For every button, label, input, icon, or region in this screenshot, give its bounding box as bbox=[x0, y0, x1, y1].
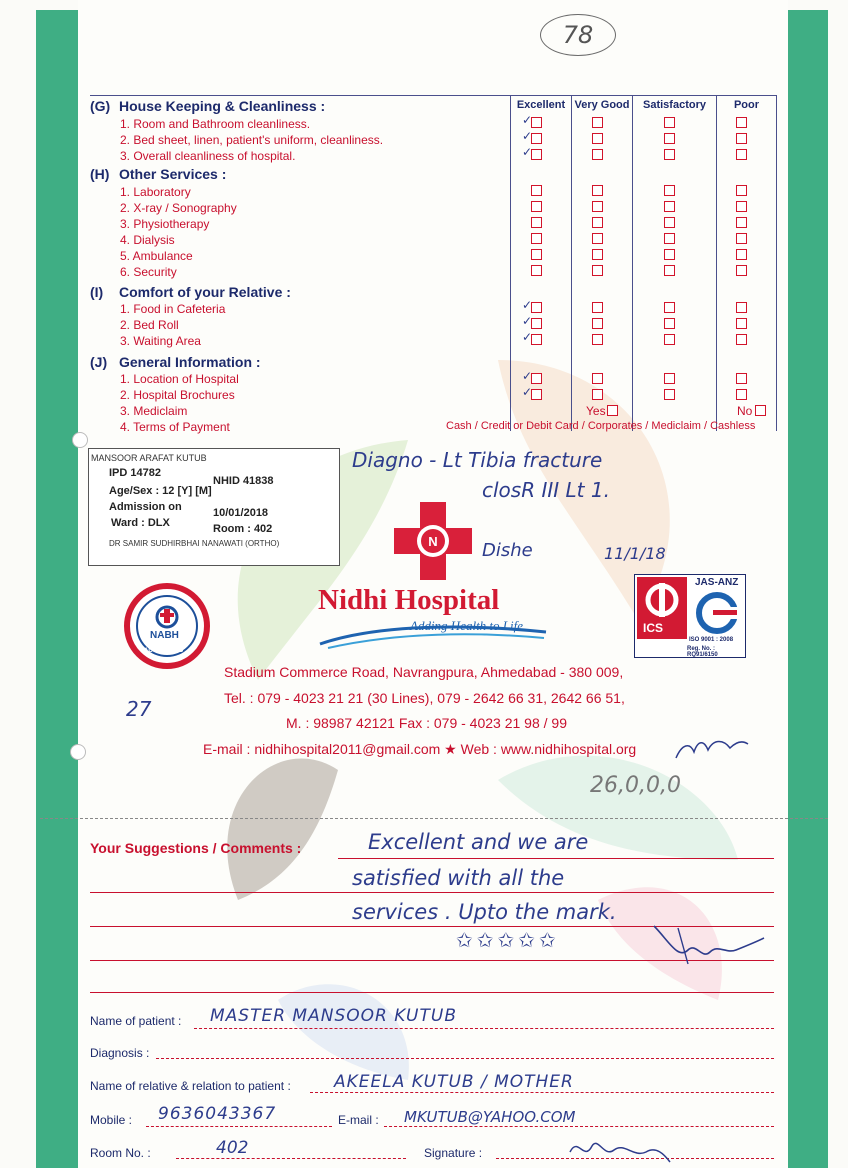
tick-mark-icon: ✓ bbox=[522, 298, 533, 312]
col-divider bbox=[510, 95, 511, 431]
sticker-ipd: IPD 14782 bbox=[109, 467, 161, 479]
rating-checkbox[interactable] bbox=[531, 149, 542, 160]
rating-checkbox[interactable] bbox=[664, 302, 675, 313]
rating-checkbox[interactable] bbox=[592, 334, 603, 345]
sticker-name: MANSOOR ARAFAT KUTUB bbox=[91, 453, 207, 463]
punch-hole bbox=[70, 744, 86, 760]
rating-checkbox[interactable] bbox=[736, 318, 747, 329]
list-item: 1. Room and Bathroom cleanliness. bbox=[120, 117, 311, 131]
patient-name-label: Name of patient : bbox=[90, 1014, 182, 1028]
left-green-band bbox=[36, 10, 78, 1168]
sticker-admission-label: Admission on bbox=[109, 501, 182, 513]
rating-checkbox[interactable] bbox=[592, 373, 603, 384]
list-item: 3. Physiotherapy bbox=[120, 217, 210, 231]
column-header: Excellent bbox=[516, 99, 566, 111]
relative-label: Name of relative & relation to patient : bbox=[90, 1079, 291, 1093]
page-number: 78 bbox=[540, 14, 616, 56]
hospital-email-web: E-mail : nidhihospital2011@gmail.com ★ Web : www.nidhihospital.org bbox=[203, 741, 637, 757]
tick-mark-icon: ✓ bbox=[522, 113, 533, 127]
rating-checkbox[interactable] bbox=[592, 185, 603, 196]
nabh-text: NABH bbox=[150, 630, 179, 641]
rating-checkbox[interactable] bbox=[664, 318, 675, 329]
rating-checkbox[interactable] bbox=[592, 249, 603, 260]
hospital-address: Stadium Commerce Road, Navrangpura, Ahmedabad - 380 009, bbox=[224, 664, 624, 680]
rating-checkbox[interactable] bbox=[531, 302, 542, 313]
rating-checkbox[interactable] bbox=[736, 373, 747, 384]
list-item: 3. Mediclaim bbox=[120, 404, 188, 418]
list-item: 3. Waiting Area bbox=[120, 334, 201, 348]
rating-checkbox[interactable] bbox=[736, 389, 747, 400]
rating-checkbox[interactable] bbox=[736, 201, 747, 212]
section-title-general-info: General Information : bbox=[119, 354, 261, 370]
rating-checkbox[interactable] bbox=[592, 201, 603, 212]
rating-checkbox[interactable] bbox=[664, 185, 675, 196]
rating-checkbox[interactable] bbox=[592, 302, 603, 313]
rating-checkbox[interactable] bbox=[664, 149, 675, 160]
list-item: 2. X-ray / Sonography bbox=[120, 201, 237, 215]
sticker-admission-date: 10/01/2018 bbox=[213, 507, 269, 519]
room-label: Room No. : bbox=[90, 1146, 151, 1160]
rating-checkbox[interactable] bbox=[592, 149, 603, 160]
relative-value[interactable]: AKEELA KUTUB / MOTHER bbox=[334, 1072, 574, 1092]
handwritten-number: 26,0,0,0 bbox=[590, 773, 681, 798]
hospital-telephone: Tel. : 079 - 4023 21 21 (30 Lines), 079 - 2642 66 31, 2642 66 51, bbox=[224, 690, 625, 706]
sticker-age-sex: Age/Sex : 12 [Y] [M] bbox=[109, 485, 212, 497]
handwritten-diagnosis: Diagno - Lt Tibia fracture bbox=[352, 448, 603, 472]
comment-line bbox=[338, 858, 774, 859]
tick-mark-icon: ✓ bbox=[522, 385, 533, 399]
hospital-tagline: Adding Health to Life bbox=[410, 618, 524, 633]
tick-mark-icon: ✓ bbox=[522, 129, 533, 143]
rating-checkbox[interactable] bbox=[531, 201, 542, 212]
no-label: No bbox=[737, 404, 753, 418]
col-divider bbox=[571, 95, 572, 431]
email-line bbox=[384, 1126, 774, 1127]
rating-checkbox[interactable] bbox=[736, 133, 747, 144]
rating-checkbox[interactable] bbox=[736, 334, 747, 345]
payment-options: Cash / Credit or Debit Card / Corporates / Mediclaim / Cashless bbox=[446, 420, 756, 432]
rating-checkbox[interactable] bbox=[531, 373, 542, 384]
handwritten-discharge: Dishe bbox=[482, 540, 533, 561]
rating-checkbox[interactable] bbox=[664, 233, 675, 244]
right-green-band bbox=[788, 10, 828, 1168]
comment-line bbox=[90, 892, 774, 893]
section-title-comfort: Comfort of your Relative : bbox=[119, 284, 291, 300]
rating-checkbox[interactable] bbox=[664, 373, 675, 384]
iso-text: ISO 9001 : 2008 bbox=[689, 637, 734, 643]
signature-scribble-icon bbox=[648, 920, 768, 968]
rating-checkbox[interactable] bbox=[736, 117, 747, 128]
list-item: 4. Dialysis bbox=[120, 233, 175, 247]
rating-checkbox[interactable] bbox=[736, 302, 747, 313]
col-divider bbox=[716, 95, 717, 431]
handwritten-stars: ✩✩✩✩✩ bbox=[456, 928, 560, 952]
rating-checkbox[interactable] bbox=[531, 133, 542, 144]
section-title-housekeeping: House Keeping & Cleanliness : bbox=[119, 98, 326, 114]
mobile-value[interactable]: 9636043367 bbox=[158, 1104, 277, 1124]
section-letter: (H) bbox=[90, 166, 110, 182]
list-item: 2. Bed sheet, linen, patient's uniform, cleanliness. bbox=[120, 133, 384, 147]
list-item: 2. Hospital Brochures bbox=[120, 388, 235, 402]
rating-checkbox[interactable] bbox=[664, 133, 675, 144]
rating-checkbox[interactable] bbox=[531, 233, 542, 244]
relative-line bbox=[310, 1092, 774, 1093]
rating-checkbox[interactable] bbox=[531, 265, 542, 276]
handwritten-diagnosis-2: closR III Lt 1. bbox=[482, 478, 610, 502]
comment-line bbox=[90, 992, 774, 993]
rating-checkbox[interactable] bbox=[736, 217, 747, 228]
tick-mark-icon: ✓ bbox=[522, 145, 533, 159]
rating-checkbox[interactable] bbox=[531, 217, 542, 228]
jas-anz-text: JAS-ANZ bbox=[695, 577, 739, 588]
rating-checkbox[interactable] bbox=[592, 117, 603, 128]
rating-checkbox[interactable] bbox=[736, 249, 747, 260]
table-top-rule bbox=[90, 95, 776, 96]
ics-emblem-icon bbox=[641, 581, 683, 619]
ics-text: ICS bbox=[643, 621, 664, 635]
rating-checkbox[interactable] bbox=[664, 201, 675, 212]
rating-checkbox[interactable] bbox=[664, 334, 675, 345]
list-item: 5. Ambulance bbox=[120, 249, 193, 263]
rating-checkbox[interactable] bbox=[664, 249, 675, 260]
hospital-name: Nidhi Hospital bbox=[318, 584, 500, 616]
column-header: Poor bbox=[733, 99, 760, 111]
rating-checkbox[interactable] bbox=[531, 249, 542, 260]
patient-signature-icon bbox=[564, 1132, 674, 1166]
nabh-seal-icon bbox=[124, 583, 210, 669]
room-value[interactable]: 402 bbox=[216, 1138, 249, 1158]
rating-checkbox[interactable] bbox=[736, 149, 747, 160]
rating-checkbox[interactable] bbox=[664, 265, 675, 276]
col-divider bbox=[632, 95, 633, 431]
rating-checkbox[interactable] bbox=[592, 233, 603, 244]
tear-line bbox=[40, 818, 828, 819]
handwritten-comment: Excellent and we are bbox=[368, 830, 589, 854]
rating-checkbox[interactable] bbox=[592, 217, 603, 228]
rating-checkbox[interactable] bbox=[664, 117, 675, 128]
hospital-mobile-fax: M. : 98987 42121 Fax : 079 - 4023 21 98 / 99 bbox=[286, 715, 567, 731]
rating-checkbox[interactable] bbox=[531, 334, 542, 345]
tick-mark-icon: ✓ bbox=[522, 314, 533, 328]
handwritten-note: 27 bbox=[126, 697, 152, 721]
rating-checkbox[interactable] bbox=[736, 233, 747, 244]
room-line bbox=[176, 1158, 406, 1159]
section-title-other-services: Other Services : bbox=[119, 166, 227, 182]
jas-anz-logo-icon bbox=[695, 591, 739, 635]
handwritten-discharge-date: 11/1/18 bbox=[604, 544, 666, 563]
rating-checkbox[interactable] bbox=[592, 133, 603, 144]
list-item: 4. Terms of Payment bbox=[120, 420, 230, 434]
patient-name-value[interactable]: MASTER MANSOOR KUTUB bbox=[210, 1006, 457, 1026]
rating-checkbox[interactable] bbox=[592, 265, 603, 276]
mobile-label: Mobile : bbox=[90, 1113, 133, 1127]
handwritten-comment: satisfied with all the bbox=[352, 866, 565, 890]
patient-sticker bbox=[88, 448, 340, 566]
section-letter: (I) bbox=[90, 284, 104, 300]
diagnosis-line[interactable] bbox=[156, 1058, 774, 1059]
rating-checkbox[interactable] bbox=[531, 117, 542, 128]
section-letter: (J) bbox=[90, 354, 108, 370]
section-letter: (G) bbox=[90, 98, 111, 114]
sticker-nhid: NHID 41838 bbox=[213, 475, 274, 487]
rating-checkbox[interactable] bbox=[664, 389, 675, 400]
patient-name-line bbox=[194, 1028, 774, 1029]
reg-text: Reg. No. : RQ91/6150 bbox=[687, 646, 718, 658]
tick-mark-icon: ✓ bbox=[522, 369, 533, 383]
initials-scribble-icon bbox=[672, 734, 752, 764]
nabh-accredited-text: ACCREDITED bbox=[144, 648, 184, 654]
list-item: 6. Security bbox=[120, 265, 177, 279]
rating-checkbox[interactable] bbox=[592, 318, 603, 329]
signature-label: Signature : bbox=[424, 1146, 483, 1160]
diagnosis-label: Diagnosis : bbox=[90, 1046, 150, 1060]
list-item: 1. Location of Hospital bbox=[120, 372, 239, 386]
rating-checkbox[interactable] bbox=[531, 185, 542, 196]
mobile-line bbox=[146, 1126, 332, 1127]
rating-checkbox[interactable] bbox=[592, 389, 603, 400]
column-header: Very Good bbox=[574, 99, 630, 111]
sticker-doctor: DR SAMIR SUDHIRBHAI NANAWATI (ORTHO) bbox=[109, 539, 280, 548]
punch-hole bbox=[72, 432, 88, 448]
list-item: 1. Food in Cafeteria bbox=[120, 302, 226, 316]
yes-checkbox[interactable] bbox=[607, 405, 618, 416]
hospital-cross-logo-icon bbox=[392, 500, 474, 582]
list-item: 3. Overall cleanliness of hospital. bbox=[120, 149, 296, 163]
email-value[interactable]: MKUTUB@YAHOO.COM bbox=[404, 1108, 576, 1126]
rating-checkbox[interactable] bbox=[736, 185, 747, 196]
svg-text:N: N bbox=[428, 534, 438, 549]
column-header: Satisfactory bbox=[643, 99, 706, 111]
ics-certification-badge bbox=[634, 574, 746, 658]
rating-checkbox[interactable] bbox=[736, 265, 747, 276]
list-item: 1. Laboratory bbox=[120, 185, 191, 199]
rating-checkbox[interactable] bbox=[664, 217, 675, 228]
rating-checkbox[interactable] bbox=[531, 389, 542, 400]
handwritten-comment: services . Upto the mark. bbox=[352, 900, 617, 924]
tick-mark-icon: ✓ bbox=[522, 330, 533, 344]
suggestions-label: Your Suggestions / Comments : bbox=[90, 840, 302, 856]
sticker-ward: Ward : DLX bbox=[111, 517, 170, 529]
col-divider bbox=[776, 95, 777, 431]
list-item: 2. Bed Roll bbox=[120, 318, 179, 332]
sticker-room: Room : 402 bbox=[213, 523, 273, 535]
email-label: E-mail : bbox=[338, 1113, 379, 1127]
no-checkbox[interactable] bbox=[755, 405, 766, 416]
tagline-wave-icon bbox=[318, 620, 548, 650]
yes-label: Yes bbox=[586, 404, 606, 418]
rating-checkbox[interactable] bbox=[531, 318, 542, 329]
